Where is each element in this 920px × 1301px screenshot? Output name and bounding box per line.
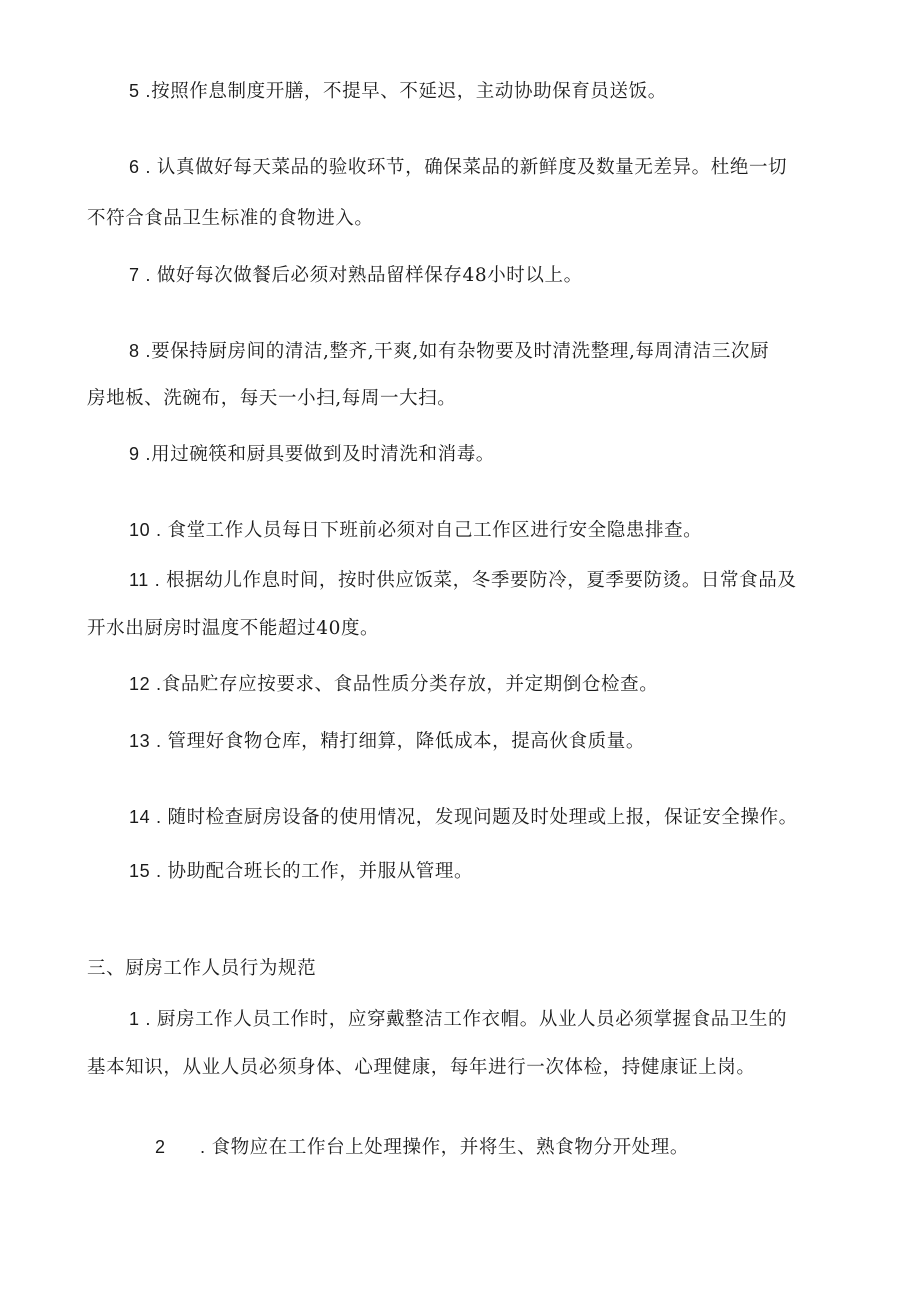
section-heading: [87, 957, 316, 981]
list-item-9: [129, 442, 495, 467]
item-separator: .: [139, 1008, 157, 1029]
list-item-11: [129, 568, 796, 593]
item-separator: .: [150, 860, 168, 881]
item-text: 根据幼儿作息时间，按时供应饭菜，冬季要防冷，夏季要防烫。日常食品及: [166, 570, 797, 591]
item-number: 13: [129, 731, 151, 751]
item-text: 管理好食物仓库，精打细算，降低成本，提高伙食质量。: [167, 731, 645, 752]
item-text: 认真做好每天菜品的验收环节，确保菜品的新鲜度及数量无差异。杜绝一切: [156, 157, 788, 178]
item-number: 15: [129, 861, 151, 881]
item-number: 14: [129, 807, 151, 827]
item-number: 2: [154, 1137, 166, 1157]
item-number: 12: [129, 674, 151, 694]
item-separator: .: [150, 673, 162, 694]
section-title: 三、厨房工作人员行为规范: [87, 958, 317, 979]
section-item-1-continuation: [87, 1056, 756, 1080]
list-item-10: [129, 518, 702, 543]
section-item-1: [129, 1007, 787, 1032]
list-item-6-continuation: [87, 207, 374, 231]
list-item-13: [129, 729, 645, 754]
list-item-12: [129, 672, 658, 697]
item-text: 食物应在工作台上处理操作，并将生、熟食物分开处理。: [211, 1137, 689, 1158]
list-item-14: [129, 805, 798, 830]
item-separator: .: [139, 80, 152, 101]
item-separator: .: [139, 264, 157, 285]
list-item-8: [129, 339, 769, 364]
item-number: 10: [129, 520, 151, 540]
item-separator: .: [150, 806, 168, 827]
list-item-5: [129, 79, 667, 104]
item-text: 要保持厨房间的清洁,整齐,干爽,如有杂物要及时清洗整理,每周清洁三次厨: [151, 341, 770, 362]
item-separator: .: [139, 340, 152, 361]
item-text: 厨房工作人员工作时，应穿戴整洁工作衣帽。从业人员必须掌握食品卫生的: [156, 1009, 788, 1030]
list-item-15: [129, 859, 473, 884]
item-separator: .: [150, 519, 168, 540]
item-text: 基本知识，从业人员必须身体、心理健康，每年进行一次体检，持健康证上岗。: [87, 1057, 756, 1078]
item-text: 协助配合班长的工作，并服从管理。: [167, 861, 474, 882]
item-number: 9: [129, 444, 140, 464]
item-text: 房地板、洗碗布，每天一小扫,每周一大扫。: [87, 388, 457, 409]
item-text: 用过碗筷和厨具要做到及时清洗和消毒。: [151, 444, 495, 465]
item-text: 不符合食品卫生标准的食物进入。: [87, 208, 374, 229]
item-separator: .: [148, 569, 167, 590]
item-number: 1: [129, 1009, 140, 1029]
item-separator: .: [139, 156, 157, 177]
item-text: 食堂工作人员每日下班前必须对自己工作区进行安全隐患排查。: [167, 520, 703, 541]
item-text: 食品贮存应按要求、食品性质分类存放，并定期倒仓检查。: [161, 674, 659, 695]
list-item-8-continuation: [87, 387, 456, 411]
list-item-6: [129, 155, 787, 180]
item-text: 开水出厨房时温度不能超过40度。: [87, 618, 380, 639]
item-text: 做好每次做餐后必须对熟品留样保存48小时以上。: [156, 265, 583, 286]
item-number: 6: [129, 157, 140, 177]
item-separator: .: [165, 1136, 212, 1157]
item-separator: .: [139, 443, 152, 464]
item-text: 随时检查厨房设备的使用情况，发现问题及时处理或上报，保证安全操作。: [167, 807, 798, 828]
item-separator: .: [150, 730, 168, 751]
item-number: 5: [129, 81, 140, 101]
item-text: 按照作息制度开膳，不提早、不延迟，主动协助保育员送饭。: [151, 81, 667, 102]
list-item-7: [129, 263, 583, 288]
section-item-2: [129, 1111, 689, 1184]
item-number: 7: [129, 265, 140, 285]
item-number: 8: [129, 341, 140, 361]
item-number: 11: [129, 570, 149, 590]
list-item-11-continuation: [87, 617, 379, 641]
